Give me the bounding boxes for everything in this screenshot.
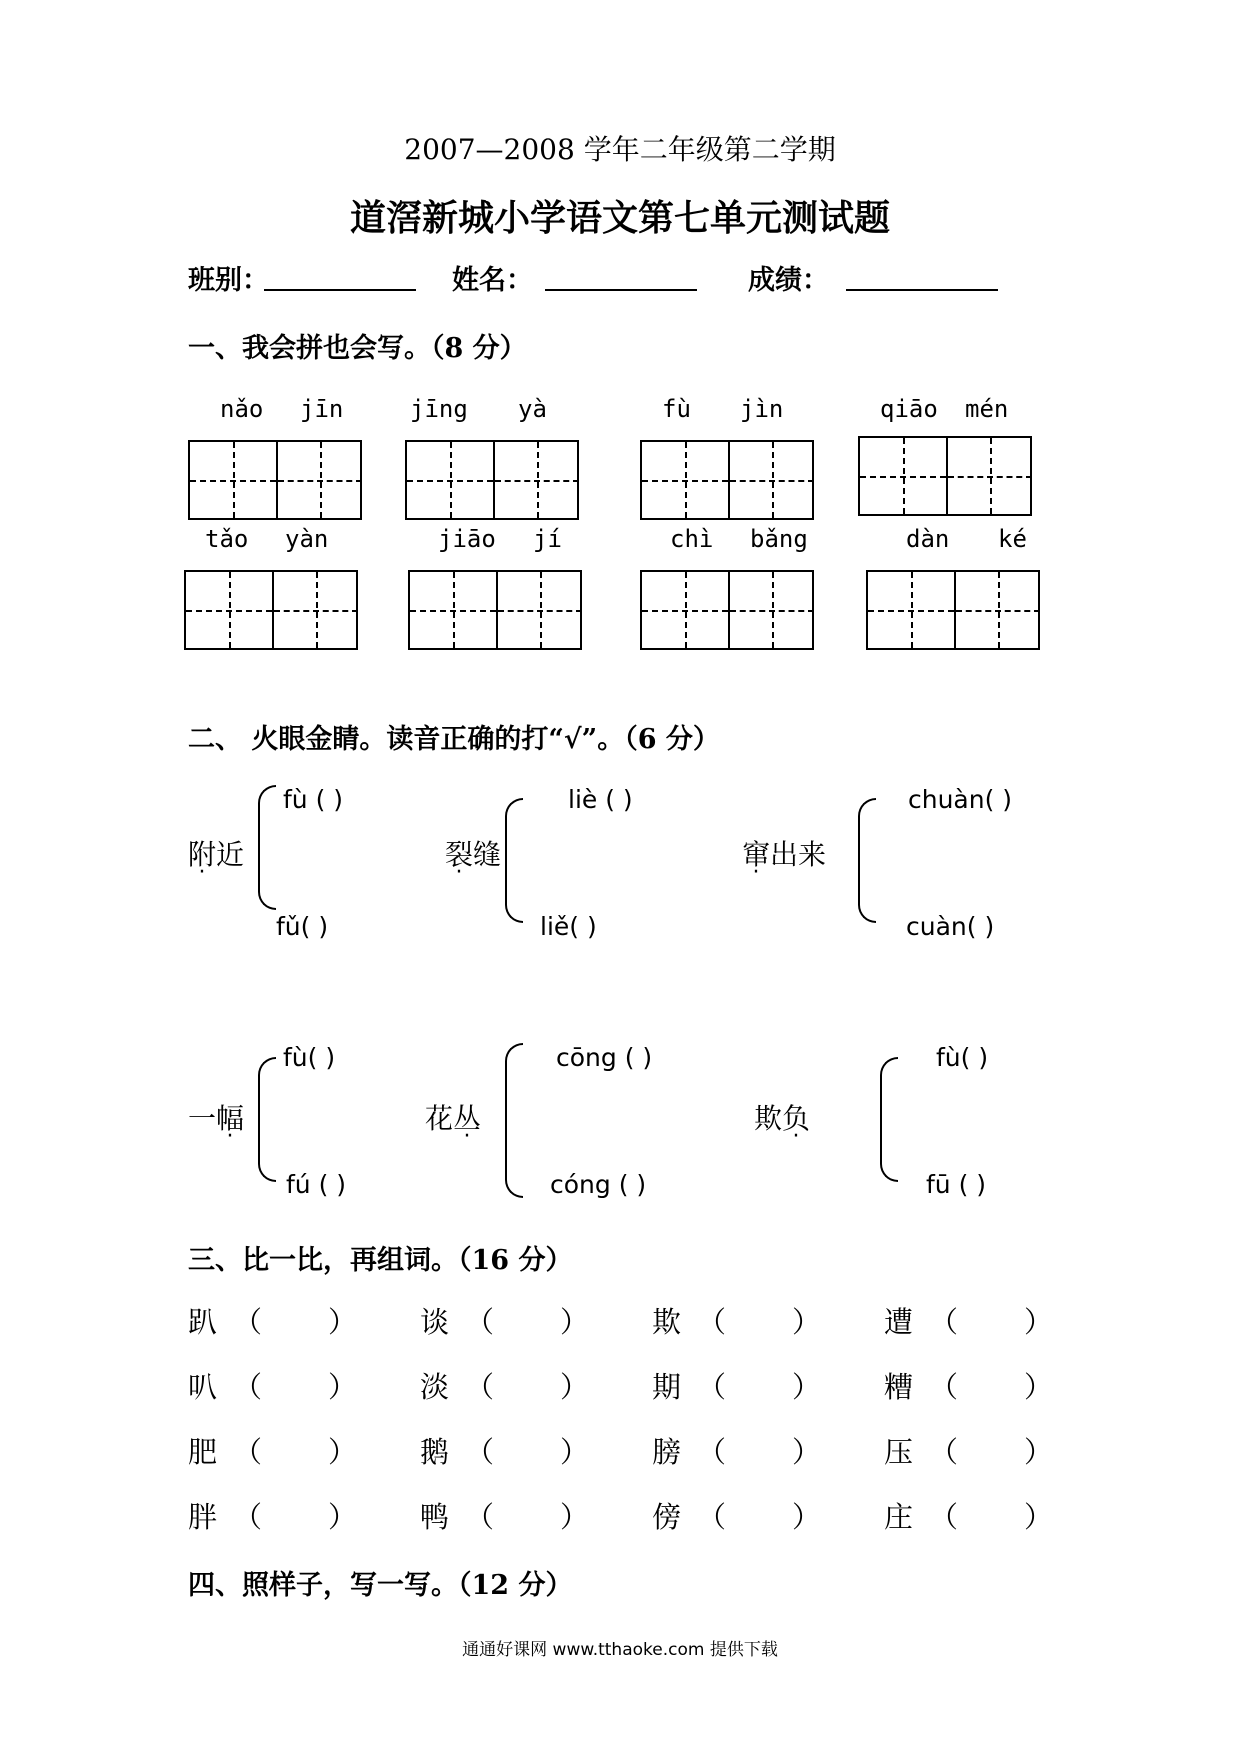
pinyin-option[interactable]: fù( ) [283,1043,336,1072]
compare-character: 趴 [188,1305,218,1339]
paren-open: （ [697,1435,727,1469]
pinyin-syllable: nǎo [220,395,264,423]
pinyin-syllable: yàn [285,525,329,553]
paren-open: （ [465,1370,495,1404]
compare-word-item [420,1495,589,1536]
pinyin-option[interactable]: cóng ( ) [550,1170,647,1199]
paren-close: ） [792,1305,822,1339]
writing-cell[interactable] [493,442,579,518]
writing-cell[interactable] [860,438,946,514]
bracket [880,1057,898,1182]
paren-open: （ [697,1370,727,1404]
bracket [505,798,523,923]
word-rest: 欺 [754,1102,783,1135]
writing-cell[interactable] [186,572,272,648]
compare-character: 鸭 [420,1500,450,1534]
bracket [858,798,876,923]
writing-cell[interactable] [410,572,496,648]
bracket [258,1057,276,1182]
compare-word-item [188,1430,357,1471]
pinyin-option[interactable]: fù ( ) [283,785,344,814]
compare-character: 压 [884,1435,914,1469]
paren-open: （ [929,1370,959,1404]
section-2-heading: 二、 火眼金睛。读音正确的打“√”。（6 分） [188,724,720,755]
paren-close: ） [1024,1435,1054,1469]
section-3-heading: 三、比一比，再组词。（16 分） [188,1245,573,1276]
page-title: 道滘新城小学语文第七单元测试题 [349,197,890,239]
dotted-character: 裂 [445,838,474,871]
paren-close: ） [792,1500,822,1534]
pinyin-option[interactable]: chuàn( ) [908,785,1013,814]
writing-cell[interactable] [946,438,1032,514]
compare-word-item [652,1300,821,1341]
dotted-character: 负 [782,1102,811,1135]
paren-open: （ [233,1500,263,1534]
word-rest: 花 [425,1102,454,1135]
target-word [754,1097,810,1137]
bracket [258,785,276,910]
dotted-character: 丛 [453,1102,482,1135]
writing-cell[interactable] [190,442,276,518]
pinyin-option[interactable]: cōng ( ) [556,1043,653,1072]
compare-word-item [652,1365,821,1406]
pinyin-syllable: yà [518,395,547,423]
paren-close: ） [328,1370,358,1404]
pinyin-option[interactable]: fǔ( ) [276,912,329,941]
paren-close: ） [328,1500,358,1534]
pinyin-syllable: jí [533,525,562,553]
compare-character: 肥 [188,1435,218,1469]
pinyin-option[interactable]: liè ( ) [568,785,633,814]
target-word [445,833,501,873]
compare-word-item [420,1365,589,1406]
dotted-character: 幅 [216,1102,245,1135]
name-blank [545,289,697,291]
pinyin-syllable: chì [670,525,714,553]
name-label: 姓名： [452,265,533,296]
paren-open: （ [233,1370,263,1404]
pinyin-option[interactable]: liě( ) [540,912,597,941]
paren-close: ） [792,1370,822,1404]
word-rest: 一 [188,1102,217,1135]
compare-word-item [884,1430,1053,1471]
bracket [505,1043,523,1198]
word-rest: 出来 [770,838,827,871]
pinyin-syllable: qiāo [880,395,938,423]
paren-close: ） [560,1370,590,1404]
pinyin-option[interactable]: fú ( ) [286,1170,347,1199]
target-word [188,833,244,873]
pinyin-syllable: jīn [300,395,344,423]
paren-open: （ [465,1305,495,1339]
word-rest: 缝 [473,838,502,871]
paren-close: ） [560,1305,590,1339]
paren-close: ） [560,1500,590,1534]
compare-character: 欺 [652,1305,682,1339]
target-word [742,833,826,873]
compare-character: 叭 [188,1370,218,1404]
compare-character: 傍 [652,1500,682,1534]
compare-character: 遭 [884,1305,914,1339]
paren-close: ） [792,1435,822,1469]
paren-open: （ [929,1435,959,1469]
compare-word-item [652,1495,821,1536]
class-label: 班别： [188,265,269,296]
compare-character: 谈 [420,1305,450,1339]
pinyin-syllable: jìn [740,395,784,423]
compare-character: 胖 [188,1500,218,1534]
compare-word-item [188,1365,357,1406]
compare-word-item [652,1430,821,1471]
paren-close: ） [1024,1500,1054,1534]
paren-close: ） [1024,1370,1054,1404]
score-label: 成绩： [748,265,829,296]
writing-cell[interactable] [407,442,493,518]
tianzige-box[interactable] [866,570,1040,650]
section-1-heading: 一、我会拼也会写。（8 分） [188,333,527,364]
compare-word-item [188,1495,357,1536]
compare-character: 糟 [884,1370,914,1404]
paren-open: （ [929,1305,959,1339]
pinyin-syllable: dàn [906,525,950,553]
footer-text: 通通好课网 www.tthaoke.com 提供下载 [462,1640,778,1660]
compare-word-item [884,1495,1053,1536]
compare-word-item [188,1300,357,1341]
pinyin-syllable: mén [965,395,1009,423]
writing-cell[interactable] [272,572,358,648]
target-word [425,1097,481,1137]
section-4-heading: 四、照样子，写一写。（12 分） [188,1570,573,1601]
compare-word-item [420,1430,589,1471]
compare-character: 膀 [652,1435,682,1469]
pinyin-syllable: jiāo [438,525,496,553]
dotted-character: 附 [188,838,217,871]
compare-word-item [884,1365,1053,1406]
pinyin-syllable: ké [998,525,1027,553]
pinyin-option[interactable]: cuàn( ) [906,912,995,941]
writing-cell[interactable] [728,442,814,518]
pinyin-syllable: fù [662,395,691,423]
word-rest: 近 [216,838,245,871]
tianzige-box[interactable] [408,570,582,650]
compare-word-item [420,1300,589,1341]
tianzige-box[interactable] [640,570,814,650]
compare-word-item [884,1300,1053,1341]
writing-cell[interactable] [954,572,1040,648]
score-blank [846,289,998,291]
paren-close: ） [1024,1305,1054,1339]
paren-open: （ [465,1500,495,1534]
paren-open: （ [233,1435,263,1469]
target-word [188,1097,244,1137]
tianzige-box[interactable] [858,436,1032,516]
dotted-character: 窜 [742,838,771,871]
writing-cell[interactable] [496,572,582,648]
tianzige-box[interactable] [188,440,362,520]
paren-open: （ [929,1500,959,1534]
pinyin-syllable: tǎo [205,525,249,553]
compare-character: 淡 [420,1370,450,1404]
paren-close: ） [560,1435,590,1469]
pinyin-syllable: bǎng [750,525,808,553]
tianzige-box[interactable] [405,440,579,520]
tianzige-box[interactable] [640,440,814,520]
tianzige-box[interactable] [184,570,358,650]
year-line: 2007—2008 学年二年级第二学期 [404,133,836,166]
writing-cell[interactable] [642,442,728,518]
pinyin-option[interactable]: fū ( ) [926,1170,987,1199]
paren-close: ） [328,1305,358,1339]
class-blank [264,289,416,291]
writing-cell[interactable] [276,442,362,518]
paren-close: ） [328,1435,358,1469]
compare-character: 庄 [884,1500,914,1534]
writing-cell[interactable] [642,572,728,648]
paren-open: （ [697,1305,727,1339]
compare-character: 期 [652,1370,682,1404]
pinyin-syllable: jīng [410,395,468,423]
paren-open: （ [465,1435,495,1469]
writing-cell[interactable] [868,572,954,648]
paren-open: （ [233,1305,263,1339]
paren-open: （ [697,1500,727,1534]
pinyin-option[interactable]: fù( ) [936,1043,989,1072]
compare-character: 鹅 [420,1435,450,1469]
writing-cell[interactable] [728,572,814,648]
